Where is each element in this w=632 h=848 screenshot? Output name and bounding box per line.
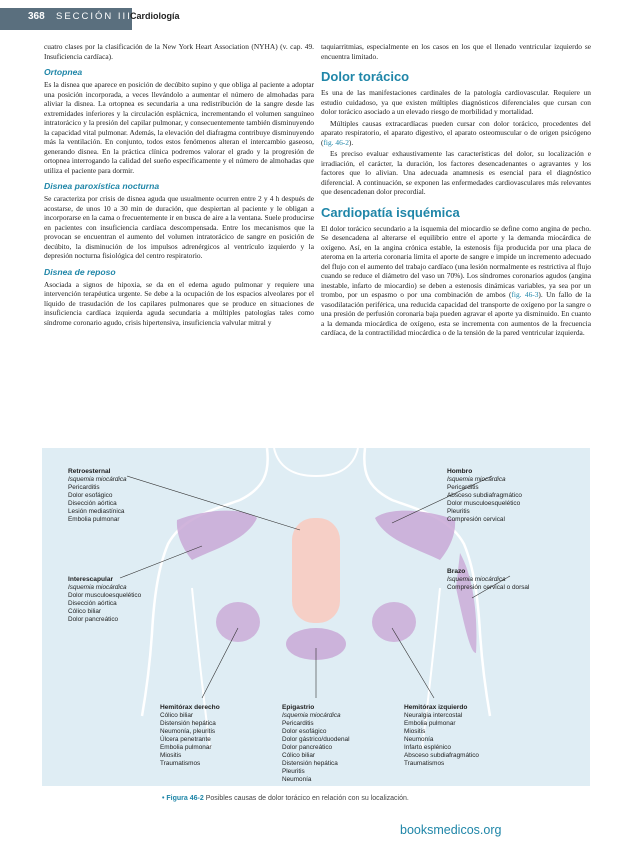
group-item: Infarto esplénico	[404, 744, 451, 751]
group-item: Lesión mediastínica	[68, 508, 125, 515]
caption-text: Posibles causas de dolor torácico en relación con su localización.	[205, 795, 409, 802]
dolor-paragraph-3: Es preciso evaluar exhaustivamente las características del dolor, su localización e irradiación, el carácter, la duración, los factores desencadenantes o agravantes y los factores que lo alivian. Una adecuada anamnesis es esencial para el diagnóstico diferencial. A continuación, se exponen las enfermedades cardiovasculares más relevantes que desencadenan dolor precordial.	[321, 149, 591, 196]
neck-outline	[274, 448, 358, 476]
heading-disnea-reposo: Disnea de reposo	[44, 266, 116, 277]
group-item: Cólico biliar	[282, 752, 316, 759]
group-title: Epigastrio	[282, 704, 315, 711]
group-item: Neumonía	[282, 776, 312, 783]
group-item: Pericarditis	[282, 720, 314, 727]
group-title: Brazo	[447, 568, 466, 575]
pain-area-retrosternal	[292, 518, 340, 623]
group-item: Neuralgia intercostal	[404, 712, 463, 719]
page-header	[0, 0, 632, 38]
group-item: Dolor musculoesquelético	[447, 500, 521, 507]
group-item: Isquemia miocárdica	[447, 576, 506, 583]
group-item: Miositis	[160, 752, 182, 759]
label-hemitorax-izquierdo	[404, 704, 479, 768]
heading-ortopnea: Ortopnea	[44, 67, 83, 77]
dolor-paragraph-1: Es una de las manifestaciones cardinales de la patología cardiovascular. Requiere un estudio cuidadoso, ya que existen múltiples diagnósticos diferenciales que cursan con dolor torácico asociado a un elevado riesgo de morbilidad y mortalidad.	[321, 88, 591, 116]
left-column	[44, 42, 314, 329]
group-item: Úlcera penetrante	[160, 736, 211, 743]
label-hombro	[447, 468, 522, 524]
group-item: Pericarditis	[447, 484, 479, 491]
group-item: Isquemia miocárdica	[68, 476, 127, 483]
label-brazo	[447, 568, 529, 592]
group-item: Dolor esofágico	[68, 492, 113, 499]
group-item: Traumatismos	[404, 760, 445, 767]
label-hemitorax-derecho	[160, 704, 220, 768]
section-label: SECCIÓN III	[56, 11, 132, 22]
group-title: Hombro	[447, 468, 473, 475]
group-item: Absceso subdiafragmático	[404, 752, 479, 759]
dolor-paragraph-2	[321, 119, 591, 148]
figure-ref-46-2[interactable]: fig. 46-2	[323, 137, 349, 147]
isq-text-a: El dolor torácico secundario a la isquemia del miocardio se define como angina de pecho. Se desencadena al alterarse el equilibrio entre el aporte y la demanda miocárdica de oxígeno. Así, en la angina crónica estable, la estenosis fija producida por una placa de ateroma en la arteria coronaria limita el aporte de sangre e impide un incremento adecuado del flujo con el aumento del trabajo cardíaco (una lesión normalmente es restrictiva al flujo cuando se reduce el diámetro del vaso un 70%). Los síndromes coronarios agudos (angina inestable, infarto de miocardio) se deben a estenosis dinámicas variables, ya sea por un trombo, por un espasmo o por una combinación de ambos (	[321, 223, 591, 299]
group-item: Dolor pancreático	[68, 616, 119, 623]
group-item: Disección aórtica	[68, 500, 117, 507]
group-item: Neumonía	[404, 736, 434, 743]
group-title: Interescapular	[68, 576, 114, 583]
group-item: Absceso subdiafragmático	[447, 492, 522, 499]
group-item: Traumatismos	[160, 760, 201, 767]
reposo-paragraph: Asociada a signos de hipoxia, se da en el edema agudo pulmonar y requiere una intervención terapéutica urgente. Se debe a la ocupación de los espacios alveolares por el líquido de trasudación de los capilares pulmonares que se produce en situaciones de insuficiencia cardíaca izquierda aguda secundaria a múltiples patologías tales como síndrome coronario agudo, crisis hipertensiva, insuficiencia valvular mitral y	[44, 279, 314, 327]
group-item: Cólico biliar	[68, 608, 102, 615]
label-epigastrio	[282, 704, 350, 784]
pain-area-right-shoulder	[375, 511, 455, 560]
group-item: Compresión cervical	[447, 516, 505, 523]
heading-dolor-toracico: Dolor torácico	[321, 69, 410, 84]
figure-46-2	[42, 448, 590, 786]
pain-area-left-shoulder	[177, 511, 257, 560]
group-title: Hemitórax izquierdo	[404, 704, 468, 711]
group-item: Dolor esofágico	[282, 728, 327, 735]
isquemia-paragraph	[321, 224, 591, 338]
group-item: Disección aórtica	[68, 600, 117, 607]
label-interescapular	[68, 576, 141, 624]
heading-disnea-paroxistica: Disnea paroxística nocturna	[44, 181, 160, 191]
dolor-p2-text: Múltiples causas extracardíacas pueden cursar con dolor torácico, procedentes del aparato respiratorio, el aparato digestivo, el aparato osteomuscular o de origen psicógeno (	[321, 118, 591, 147]
intro-paragraph: cuatro clases por la clasificación de la New York Heart Association (NYHA) (v. cap. 49. Insuficiencia cardíaca).	[44, 42, 314, 61]
caption-bullet-icon: •	[162, 795, 165, 802]
group-item: Pleuritis	[282, 768, 305, 775]
group-item: Pericarditis	[68, 484, 100, 491]
right-column	[321, 42, 591, 340]
dpn-paragraph: Se caracteriza por crisis de disnea aguda que usualmente ocurren entre 2 y 4 h después de acostarse, de unos 10 a 30 min de duración, que despiertan al paciente y le obligan a incorporarse en la cama o frecuentemente ir en busca de aire a la ventana. Suele producirse en pacientes con insuficiencia cardíaca descompensada. Entre los mecanismos que la provocan se encuentran el aumento del volumen intratorácico de sangre en posición de decúbito, la disminución de los impulsos adrenérgicos al ventrículo izquierdo y la depresión nocturna fisiológica del centro respiratorio.	[44, 194, 314, 260]
isq-text-b: ). Un fallo de la vasodilatación periférica, una reducida capacidad del transporte de oxígeno por la sangre o una presión de perfusión coronaria baja pueden agravar el aporte ya disminuido. En cuanto a la demanda miocárdica de oxígeno, esta se incrementa con aumentos de la frecuencia cardíaca, de la contractilidad miocárdica o de la tensión de la pared ventricular izquierda.	[321, 290, 591, 337]
group-item: Neumonía, pleuritis	[160, 728, 216, 735]
group-item: Isquemia miocárdica	[68, 584, 127, 591]
continuation-paragraph: taquiarritmias, especialmente en los casos en los que el llenado ventricular izquierdo se encuentra limitado.	[321, 42, 591, 61]
heading-cardiopatia-isquemica: Cardiopatía isquémica	[321, 204, 460, 220]
page-number: 368	[28, 11, 45, 22]
label-retroesternal	[68, 468, 127, 524]
group-item: Pleuritis	[447, 508, 470, 515]
figure-ref-46-3[interactable]: fig. 46-3	[511, 290, 539, 299]
group-title: Retroesternal	[68, 468, 111, 475]
group-item: Miositis	[404, 728, 426, 735]
group-item: Distensión hepática	[282, 760, 338, 767]
pain-area-right-hemithorax	[216, 602, 260, 642]
group-item: Embolia pulmonar	[404, 720, 456, 727]
group-item: Compresión cervical o dorsal	[447, 584, 530, 591]
pain-area-left-hemithorax	[372, 602, 416, 642]
chapter-title: Cardiología	[130, 11, 180, 21]
group-item: Cólico biliar	[160, 712, 194, 719]
group-item: Isquemia miocárdica	[282, 712, 341, 719]
group-item: Isquemia miocárdica	[447, 476, 506, 483]
dolor-p2-end: ).	[348, 137, 354, 147]
group-item: Dolor musculoesquelético	[68, 592, 142, 599]
site-watermark-link[interactable]: booksmedicos.org	[400, 823, 502, 837]
caption-label: Figura 46-2	[166, 795, 204, 802]
group-item: Distensión hepática	[160, 720, 216, 727]
group-item: Dolor pancreático	[282, 744, 333, 751]
group-item: Embolia pulmonar	[160, 744, 212, 751]
group-item: Embolia pulmonar	[68, 516, 120, 523]
group-title: Hemitórax derecho	[160, 704, 220, 711]
ortopnea-paragraph: Es la disnea que aparece en posición de decúbito supino y que obliga al paciente a adoptar una posición incorporada, a veces llevándolo a aumentar el número de almohadas para aliviar la disnea. La ortopnea es secundaria a una redistribución de la sangre desde las extremidades inferiores y la circulación esplácnica, incrementando el volumen sanguíneo intratorácico y la presión del capilar pulmonar, y consecuentemente también disminuyendo la capacidad vital pulmonar. Además, la elevación del diafragma contribuye disminuyendo más la ventilación. En conjunto, todos estos fenómenos alteran el intercambio gaseoso, generando disnea. En la práctica clínica podremos valorar el grado y la progresión de ortopnea interrogando la calidad del sueño específicamente y el número de almohadas que utiliza el paciente para dormir.	[44, 80, 314, 175]
group-item: Dolor gástrico/duodenal	[282, 736, 350, 743]
figure-caption	[162, 795, 409, 802]
